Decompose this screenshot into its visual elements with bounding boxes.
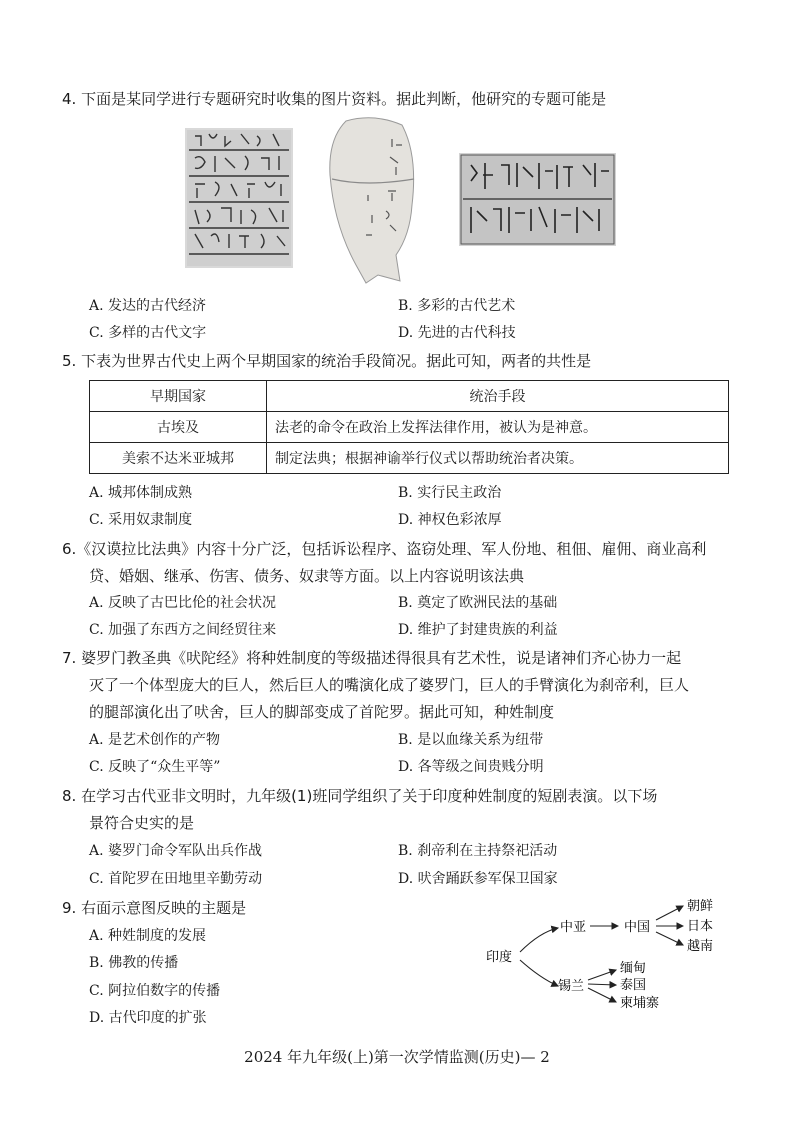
q6-option-a[interactable]: A. 反映了古巴比伦的社会状况 — [89, 595, 277, 611]
arrow-ceylon-to-thailand — [588, 984, 616, 985]
q5-option-a[interactable]: A. 城邦体制成熟 — [89, 485, 193, 501]
oracle-bone-image — [326, 115, 421, 285]
diagram-node-east-3: 越南 — [687, 939, 714, 954]
table-cell-country: 美索不达米亚城邦 — [90, 443, 267, 474]
q4-stem: 4. 下面是某同学进行专题研究时收集的图片资料。据此判断，他研究的专题可能是 — [62, 90, 607, 108]
hieroglyph-tablet-image — [185, 128, 293, 268]
table-header-means: 统治手段 — [267, 381, 729, 412]
q9-option-d[interactable]: D. 古代印度的扩张 — [89, 1010, 207, 1026]
diagram-node-north: 中亚 — [560, 920, 587, 935]
q4-option-c[interactable]: C. 多样的古代文字 — [89, 325, 207, 341]
q6-option-c[interactable]: C. 加强了东西方之间经贸往来 — [89, 622, 277, 638]
q6-option-b[interactable]: B. 奠定了欧洲民法的基础 — [398, 595, 558, 611]
table-cell-means: 制定法典；根据神谕举行仪式以帮助统治者决策。 — [267, 443, 729, 474]
q5-option-d[interactable]: D. 神权色彩浓厚 — [398, 512, 502, 528]
q5-table — [89, 380, 729, 474]
diagram-node-origin: 印度 — [486, 950, 513, 965]
q8-option-b[interactable]: B. 刹帝利在主持祭祀活动 — [398, 843, 558, 859]
q8-option-c[interactable]: C. 首陀罗在田地里辛勤劳动 — [89, 871, 263, 887]
q8-stem-line1: 8. 在学习古代亚非文明时，九年级(1)班同学组织了关于印度种姓制度的短剧表演。以下场 — [62, 787, 658, 805]
table-cell-country: 古埃及 — [90, 412, 267, 443]
diagram-node-southeast-2: 泰国 — [620, 978, 647, 993]
q4-option-b[interactable]: B. 多彩的古代艺术 — [398, 298, 516, 314]
arrow-china-to-korea — [656, 906, 683, 920]
q5-stem: 5. 下表为世界古代史上两个早期国家的统治手段简况。据此可知，两者的共性是 — [62, 352, 592, 370]
q5-option-c[interactable]: C. 采用奴隶制度 — [89, 512, 193, 528]
diagram-node-southeast-1: 缅甸 — [620, 961, 647, 976]
q8-stem-line2: 景符合史实的是 — [89, 814, 195, 832]
q9-spread-diagram — [480, 890, 730, 1020]
arrow-ceylon-to-cambodia — [588, 988, 616, 1002]
q7-stem-line1: 7. 婆罗门教圣典《吠陀经》将种姓制度的等级描述得很具有艺术性，说是诸神们齐心协力一起 — [62, 649, 682, 667]
q9-stem: 9. 右面示意图反映的主题是 — [62, 899, 247, 917]
q9-option-b[interactable]: B. 佛教的传播 — [89, 955, 179, 971]
q8-option-a[interactable]: A. 婆罗门命令军队出兵作战 — [89, 843, 263, 859]
diagram-node-south: 锡兰 — [558, 979, 585, 994]
q5-option-b[interactable]: B. 实行民主政治 — [398, 485, 502, 501]
arrow-india-to-central-asia — [520, 928, 558, 952]
table-row — [90, 412, 729, 443]
diagram-node-east-1: 朝鲜 — [687, 899, 714, 914]
table-header-row — [90, 381, 729, 412]
q8-option-d[interactable]: D. 吠舍踊跃参军保卫国家 — [398, 871, 558, 887]
diagram-node-east-2: 日本 — [687, 919, 714, 934]
arrow-china-to-vietnam — [656, 932, 683, 945]
q6-option-d[interactable]: D. 维护了封建贵族的利益 — [398, 622, 558, 638]
arrow-india-to-ceylon — [520, 960, 558, 986]
q7-stem-line3: 的腿部演化出了吠舍，巨人的脚部变成了首陀罗。据此可知，种姓制度 — [89, 703, 555, 721]
diagram-node-southeast-3: 柬埔寨 — [620, 996, 660, 1011]
q9-option-a[interactable]: A. 种姓制度的发展 — [89, 928, 207, 944]
page-footer: 2024 年九年级(上)第一次学情监测(历史)— 2 — [244, 1048, 550, 1066]
table-header-country: 早期国家 — [90, 381, 267, 412]
q7-option-c[interactable]: C. 反映了“众生平等” — [89, 759, 221, 775]
q4-option-d[interactable]: D. 先进的古代科技 — [398, 325, 516, 341]
q7-option-d[interactable]: D. 各等级之间贵贱分明 — [398, 759, 544, 775]
q6-stem-line1: 6.《汉谟拉比法典》内容十分广泛，包括诉讼程序、盗窃处理、军人份地、租佃、雇佣、商业高利 — [62, 540, 707, 558]
q7-option-b[interactable]: B. 是以血缘关系为纽带 — [398, 732, 544, 748]
table-cell-means: 法老的命令在政治上发挥法律作用，被认为是神意。 — [267, 412, 729, 443]
q4-option-a[interactable]: A. 发达的古代经济 — [89, 298, 207, 314]
table-row — [90, 443, 729, 474]
cuneiform-tablet-image — [459, 153, 616, 246]
q7-stem-line2: 灭了一个体型庞大的巨人，然后巨人的嘴演化成了婆罗门，巨人的手臂演化为刹帝利，巨人 — [89, 676, 690, 694]
diagram-node-china: 中国 — [624, 920, 651, 935]
q9-option-c[interactable]: C. 阿拉伯数字的传播 — [89, 983, 221, 999]
arrow-ceylon-to-burma — [588, 970, 616, 980]
q6-stem-line2: 贷、婚姻、继承、伤害、债务、奴隶等方面。以上内容说明该法典 — [89, 567, 525, 585]
q7-option-a[interactable]: A. 是艺术创作的产物 — [89, 732, 221, 748]
